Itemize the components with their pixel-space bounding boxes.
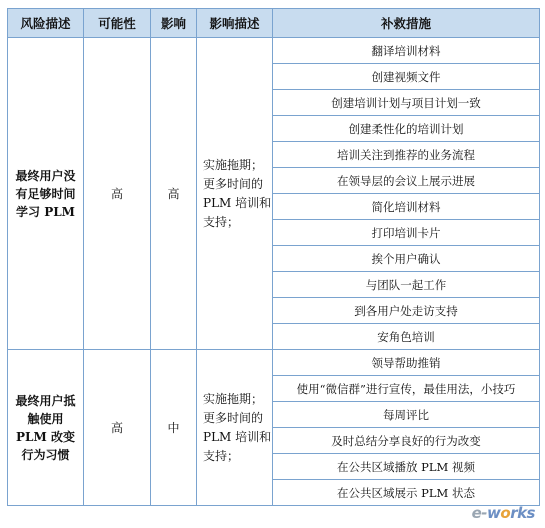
remedial-measure-cell: 在公共区域展示 PLM 状态 (273, 480, 540, 506)
header-impact: 影响 (151, 9, 197, 38)
header-risk-description: 风险描述 (8, 9, 84, 38)
remedial-measure-cell: 在领导层的会议上展示进展 (273, 168, 540, 194)
risk-description-cell: 最终用户没有足够时间学习 PLM (8, 38, 84, 350)
remedial-measure-cell: 创建柔性化的培训计划 (273, 116, 540, 142)
risk-description-cell: 最终用户抵触使用 PLM 改变行为习惯 (8, 350, 84, 506)
header-remedial-measures: 补救措施 (273, 9, 540, 38)
table-row (8, 350, 540, 376)
header-impact-description: 影响描述 (197, 9, 273, 38)
remedial-measure-cell: 每周评比 (273, 402, 540, 428)
remedial-measure-cell: 创建视频文件 (273, 64, 540, 90)
remedial-measure-cell: 领导帮助推销 (273, 350, 540, 376)
table-row (8, 38, 540, 64)
table-body (8, 38, 540, 506)
header-likelihood: 可能性 (84, 9, 151, 38)
impact-cell: 中 (151, 350, 197, 506)
impact-description-cell: 实施拖期；更多时间的 PLM 培训和支持； (197, 350, 273, 506)
remedial-measure-cell: 简化培训材料 (273, 194, 540, 220)
remedial-measure-cell: 翻译培训材料 (273, 38, 540, 64)
remedial-measure-cell: 使用“微信群”进行宣传，最佳用法，小技巧 (273, 376, 540, 402)
risk-table (7, 8, 540, 506)
watermark-logo: e-works (471, 504, 535, 522)
remedial-measure-cell: 在公共区域播放 PLM 视频 (273, 454, 540, 480)
remedial-measure-cell: 挨个用户确认 (273, 246, 540, 272)
likelihood-cell: 高 (84, 38, 151, 350)
header-row (8, 9, 540, 38)
likelihood-cell: 高 (84, 350, 151, 506)
remedial-measure-cell: 及时总结分享良好的行为改变 (273, 428, 540, 454)
impact-cell: 高 (151, 38, 197, 350)
remedial-measure-cell: 安角色培训 (273, 324, 540, 350)
remedial-measure-cell: 创建培训计划与项目计划一致 (273, 90, 540, 116)
remedial-measure-cell: 打印培训卡片 (273, 220, 540, 246)
remedial-measure-cell: 与团队一起工作 (273, 272, 540, 298)
remedial-measure-cell: 培训关注到推荐的业务流程 (273, 142, 540, 168)
impact-description-cell: 实施拖期；更多时间的 PLM 培训和支持； (197, 38, 273, 350)
remedial-measure-cell: 到各用户处走访支持 (273, 298, 540, 324)
